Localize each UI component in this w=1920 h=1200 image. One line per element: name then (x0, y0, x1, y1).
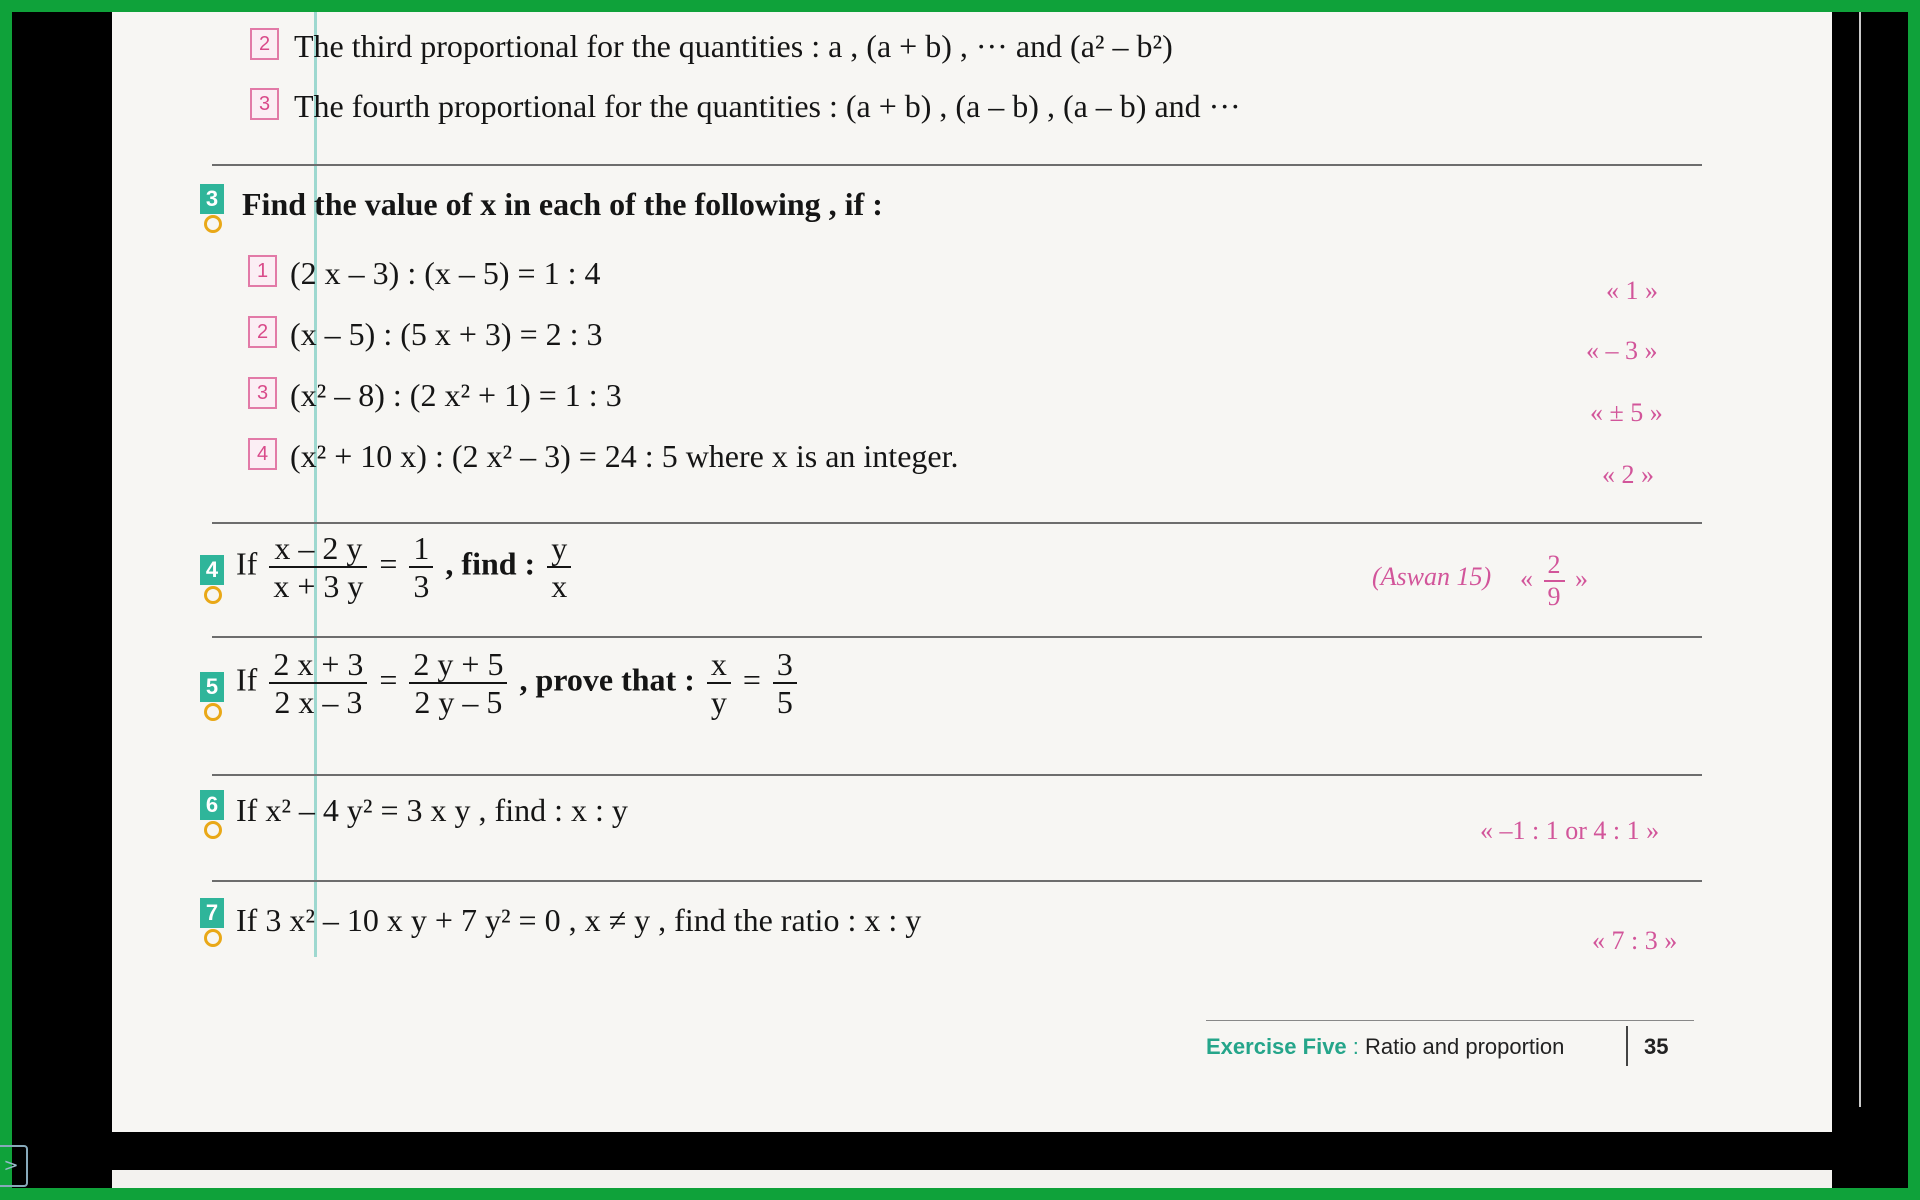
answer-fraction (1544, 552, 1565, 610)
question-4-body (236, 532, 575, 602)
numerator: 2 (1544, 552, 1565, 582)
equals-sign: = (379, 661, 398, 698)
next-page-edge (112, 1170, 1832, 1188)
fraction (269, 648, 367, 718)
find-text: , find : (445, 545, 536, 582)
question-number: 7 (200, 898, 224, 928)
bullet-icon (204, 821, 222, 839)
separator (212, 636, 1702, 638)
if-text: If (236, 545, 258, 582)
fraction (547, 532, 571, 602)
denominator: y (710, 684, 727, 720)
part-text: (x – 5) : (5 x + 3) = 2 : 3 (290, 316, 603, 352)
answer: « 7 : 3 » (1592, 926, 1678, 955)
denominator: 2 x – 3 (274, 684, 363, 720)
item-text: The third proportional for the quantities : a , (a + b) , ··· and (a² – b²) (294, 28, 1173, 64)
separator (212, 880, 1702, 882)
screen (12, 12, 1908, 1188)
denominator: 2 y – 5 (414, 684, 503, 720)
if-text: If (236, 661, 258, 698)
question-text: If x² – 4 y² = 3 x y , find : x : y (236, 792, 628, 828)
part-number-box: 4 (248, 438, 277, 470)
numerator: y (547, 532, 571, 568)
answer: « – 3 » (1586, 336, 1658, 365)
question-title: Find the value of x in each of the following , if : (242, 186, 883, 222)
answer: « 2 » (1602, 460, 1654, 489)
fraction (773, 648, 797, 718)
equals-sign: = (742, 661, 761, 698)
item-text: The fourth proportional for the quantities : (a + b) , (a – b) , (a – b) and ··· (294, 88, 1241, 124)
separator (212, 164, 1702, 166)
exercise-label: Exercise Five (1206, 1034, 1347, 1059)
part-number-box: 3 (248, 377, 277, 409)
expand-arrow-icon[interactable]: > (0, 1145, 28, 1187)
fraction (409, 648, 507, 718)
denominator: 5 (776, 684, 793, 720)
numerator: 2 y + 5 (409, 648, 507, 684)
denominator: x + 3 y (273, 568, 364, 604)
question-text: If 3 x² – 10 x y + 7 y² = 0 , x ≠ y , find the ratio : x : y (236, 902, 922, 938)
page-edge-line (1859, 12, 1861, 1107)
source-note: (Aswan 15) (1372, 562, 1492, 591)
question-number: 6 (200, 790, 224, 820)
answer-close: » (1575, 563, 1588, 593)
answer: « –1 : 1 or 4 : 1 » (1480, 816, 1660, 845)
numerator: x – 2 y (269, 532, 367, 568)
denominator: 9 (1547, 582, 1561, 611)
footer-colon: : (1352, 1034, 1359, 1059)
part-text: (x² – 8) : (2 x² + 1) = 1 : 3 (290, 377, 622, 413)
answer (1520, 552, 1588, 610)
answer-open: « (1520, 563, 1533, 593)
question-number: 4 (200, 555, 224, 585)
question-5-body (236, 648, 801, 718)
denominator: x (551, 568, 568, 604)
part-text: (2 x – 3) : (x – 5) = 1 : 4 (290, 255, 601, 291)
bullet-icon (204, 586, 222, 604)
prove-text: , prove that : (519, 661, 695, 698)
part-number-box: 2 (248, 316, 277, 348)
chapter-title: Ratio and proportion (1365, 1034, 1565, 1059)
item-number-box: 3 (250, 88, 279, 120)
fraction (269, 532, 367, 602)
page-number: 35 (1644, 1034, 1669, 1059)
question-number: 5 (200, 672, 224, 702)
page-footer (1206, 1034, 1669, 1060)
footer-divider (1626, 1026, 1628, 1066)
fraction (409, 532, 433, 602)
bullet-icon (204, 215, 222, 233)
textbook-page (112, 12, 1832, 1132)
fraction (707, 648, 731, 718)
numerator: 1 (409, 532, 433, 568)
separator (212, 774, 1702, 776)
bullet-icon (204, 929, 222, 947)
separator (212, 522, 1702, 524)
item-number-box: 2 (250, 28, 279, 60)
numerator: 3 (773, 648, 797, 684)
footer-line (1206, 1020, 1694, 1021)
part-number-box: 1 (248, 255, 277, 287)
answer: « 1 » (1606, 276, 1658, 305)
question-number: 3 (200, 184, 224, 214)
numerator: 2 x + 3 (269, 648, 367, 684)
numerator: x (707, 648, 731, 684)
denominator: 3 (413, 568, 430, 604)
equals-sign: = (379, 545, 398, 582)
bullet-icon (204, 703, 222, 721)
part-text: (x² + 10 x) : (2 x² – 3) = 24 : 5 where x is an integer. (290, 438, 959, 474)
answer: « ± 5 » (1590, 398, 1663, 427)
